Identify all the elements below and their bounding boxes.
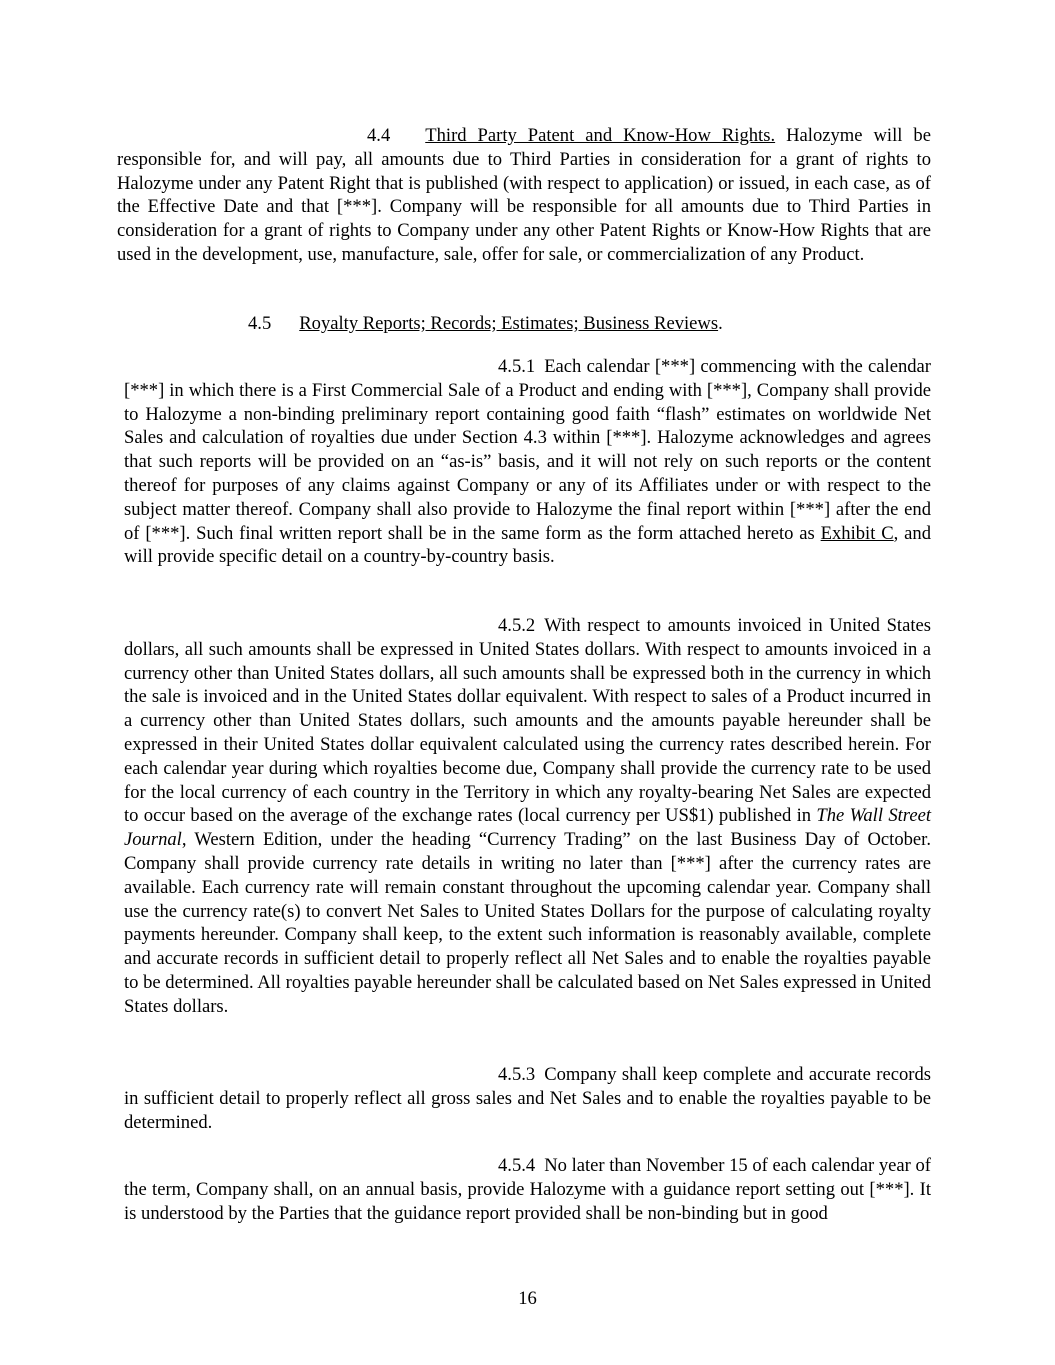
section-body: No later than November 15 of each calendar year of the term, Company shall, on an annual basis, provide Halozyme with a guidance report setting out [***]. It is understood by the Parties that the guidance report provided shall be non-binding but in good bbox=[124, 1155, 931, 1224]
section-4-5-3-paragraph bbox=[124, 1063, 931, 1134]
section-heading: Third Party Patent and Know-How Rights. bbox=[425, 125, 776, 146]
section-4-5-2-paragraph bbox=[124, 614, 931, 1019]
section-body: Halozyme will be responsible for, and will pay, all amounts due to Third Parties in consideration for a grant of rights to Halozyme under any Patent Right that is published (with respect to application) or issued, in each case, as of the Effective Date and that [***]. Company will be responsible for all amounts due to Third Parties in consideration for a grant of rights to Company under any other Patent Rights or Know-How Rights that are used in the development, use, manufacture, sale, offer for sale, or commercialization of any Product. bbox=[117, 125, 931, 265]
section-number: 4.4 bbox=[367, 125, 391, 146]
section-4-4-paragraph bbox=[117, 124, 931, 267]
section-body-continued: , Western Edition, under the heading “Currency Trading” on the last Business Day of October. Company shall provide currency rate details in writing no later than [***] after the currency rates are available. Each currency rate will remain constant throughout the upcoming calendar year. Company shall use the currency rate(s) to convert Net Sales to United States Dollars for the purpose of calculating royalty payments hereunder. Company shall keep, to the extent such information is reasonably available, complete and accurate records in sufficient detail to properly reflect all Net Sales and to enable the royalties payable to be determined. All royalties payable hereunder shall be calculated based on Net Sales expressed in United States dollars. bbox=[124, 829, 932, 1017]
publication-title: The Wall Street Journal bbox=[124, 805, 931, 851]
section-number: 4.5.1 bbox=[498, 356, 536, 377]
section-number: 4.5.4 bbox=[498, 1155, 536, 1176]
heading-period: . bbox=[718, 313, 723, 334]
page-number: 16 bbox=[518, 1288, 537, 1309]
exhibit-reference: Exhibit C bbox=[820, 522, 894, 544]
section-heading: Royalty Reports; Records; Estimates; Business Reviews bbox=[299, 313, 719, 334]
section-body: Each calendar [***] commencing with the calendar [***] in which there is a First Commercial Sale of a Product and ending with [***], Company shall provide to Halozyme a non-binding preliminary report containing good faith “flash” estimates on worldwide Net Sales and calculation of royalties due under Section 4.3 within [***]. Halozyme acknowledges and agrees that such reports will be provided on an “as-is” basis, and it will not rely on such reports or the content thereof for purposes of any claims against Company or any of its Affiliates under or with respect to the subject matter thereof. Company shall also provide to Halozyme the final report within [***] after the end of [***]. Such final written report shall be in the same form as the form attached hereto as bbox=[124, 356, 931, 544]
section-body: With respect to amounts invoiced in United States dollars, all such amounts shall be expressed in United States dollars. With respect to amounts invoiced in a currency other than United States dollars, all such amounts shall be expressed both in the currency in which the sale is invoiced and in the United States dollar equivalent. With respect to sales of a Product incurred in a currency other than United States dollars, such amounts and the amounts payable hereunder shall be expressed in their United States dollar equivalent calculated using the currency rates described herein. For each calendar year during which royalties become due, Company shall provide the currency rate to be used for the local currency of each country in the Territory in which any royalty-bearing Net Sales are expected to occur based on the average of the exchange rates (local currency per US$1) published in bbox=[124, 615, 931, 827]
section-4-5-4-paragraph bbox=[124, 1154, 931, 1225]
section-number: 4.5.2 bbox=[498, 615, 536, 636]
section-4-5-1-paragraph bbox=[124, 355, 931, 569]
section-4-5-heading-line bbox=[248, 312, 723, 336]
section-body-continued: , and will provide specific detail on a country-by-country basis. bbox=[124, 522, 931, 568]
section-number: 4.5.3 bbox=[498, 1064, 536, 1085]
section-body: Company shall keep complete and accurate records in sufficient detail to properly reflect all gross sales and Net Sales and to enable the royalties payable to be determined. bbox=[124, 1064, 931, 1133]
section-number: 4.5 bbox=[248, 313, 272, 334]
